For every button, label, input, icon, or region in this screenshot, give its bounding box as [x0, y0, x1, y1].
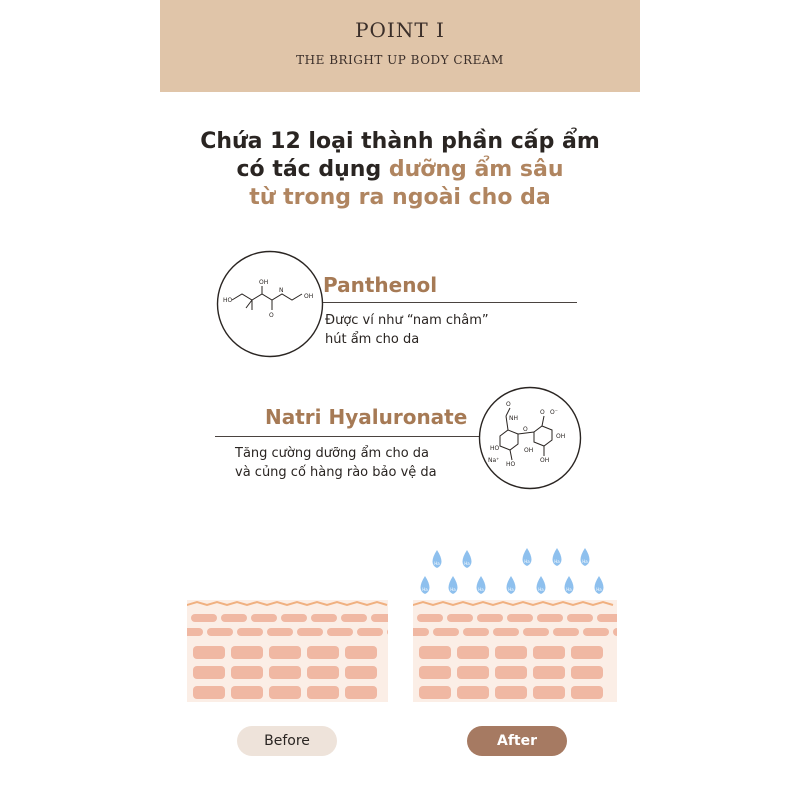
product-subtitle: THE BRIGHT UP BODY CREAM	[296, 53, 504, 67]
drop-label: Ha	[596, 587, 602, 592]
panthenol-structure-icon	[216, 250, 324, 358]
headline-line-2-plain: có tác dụng	[236, 157, 389, 182]
brick	[345, 646, 377, 659]
brick	[281, 614, 307, 622]
brick	[447, 614, 473, 622]
water-drop-icon	[421, 576, 430, 594]
point-header	[160, 0, 640, 92]
brick	[417, 614, 443, 622]
brick	[571, 646, 603, 659]
drop-label: Ha	[554, 559, 560, 564]
ingredient-desc-hyaluronate	[235, 444, 437, 482]
brick	[463, 628, 489, 636]
brick	[495, 646, 527, 659]
brick	[221, 614, 247, 622]
mol-label: HO	[506, 461, 516, 468]
divider	[323, 302, 577, 303]
water-drop-icon	[523, 548, 532, 566]
water-drop-icon	[581, 548, 590, 566]
mol-label: OH	[556, 433, 566, 440]
water-drop-icon	[449, 576, 458, 594]
ingredient-name-hyaluronate: Natri Hyaluronate	[265, 405, 468, 429]
brick	[193, 666, 225, 679]
brick	[251, 614, 277, 622]
brick	[597, 614, 617, 622]
mol-label: Na⁺	[488, 457, 500, 464]
brick	[537, 614, 563, 622]
brick	[307, 666, 339, 679]
brick	[193, 646, 225, 659]
drop-label: Ha	[508, 587, 514, 592]
mol-label: OH	[259, 279, 269, 286]
mol-label: OH	[524, 447, 534, 454]
brick	[269, 646, 301, 659]
ingredient-desc-panthenol	[325, 311, 489, 349]
brick	[231, 646, 263, 659]
desc-line: Được ví như “nam châm”	[325, 313, 489, 328]
drop-label: Ha	[422, 587, 428, 592]
headline-line-1: Chứa 12 loại thành phần cấp ẩm	[200, 129, 600, 154]
mol-label: OH	[304, 293, 314, 300]
ingredient-name-panthenol: Panthenol	[323, 273, 438, 297]
brick	[419, 646, 451, 659]
mol-label: HO	[490, 445, 500, 452]
brick	[495, 666, 527, 679]
brick	[267, 628, 293, 636]
skin-after-illustration	[413, 540, 617, 702]
brick	[307, 686, 339, 699]
desc-line: Tăng cường dưỡng ẩm cho da	[235, 446, 430, 461]
brick	[419, 686, 451, 699]
headline	[160, 128, 640, 212]
brick	[523, 628, 549, 636]
water-drop-icon	[565, 576, 574, 594]
brick	[567, 614, 593, 622]
brick	[457, 646, 489, 659]
headline-line-3: từ trong ra ngoài cho da	[249, 185, 551, 210]
mol-label: O	[523, 426, 528, 433]
water-drop-icon	[463, 550, 472, 568]
after-button[interactable]: After	[467, 726, 567, 756]
desc-line: và củng cố hàng rào bảo vệ da	[235, 465, 437, 480]
brick	[327, 628, 353, 636]
mol-label: O	[506, 401, 511, 408]
hyaluronate-structure-icon	[478, 386, 582, 490]
brick	[231, 686, 263, 699]
brick	[495, 686, 527, 699]
brick	[583, 628, 609, 636]
brick	[187, 628, 203, 636]
brick	[533, 686, 565, 699]
water-drop-icon	[537, 576, 546, 594]
mol-label: OH	[540, 457, 550, 464]
water-drop-icon	[595, 576, 604, 594]
brick	[237, 628, 263, 636]
brick	[345, 686, 377, 699]
product-detail-panel	[160, 0, 640, 800]
mol-label: O⁻	[550, 409, 558, 416]
point-title: POINT I	[355, 18, 445, 42]
brick	[269, 666, 301, 679]
skin-before-illustration	[187, 600, 388, 702]
divider	[215, 436, 480, 437]
brick	[311, 614, 337, 622]
brick	[507, 614, 533, 622]
brick	[345, 666, 377, 679]
brick	[207, 628, 233, 636]
water-drop-icon	[507, 576, 516, 594]
mol-label: NH	[509, 415, 518, 422]
headline-line-2	[160, 156, 640, 184]
brick	[231, 666, 263, 679]
mol-label: O	[269, 312, 274, 319]
brick	[371, 614, 388, 622]
brick	[193, 686, 225, 699]
brick	[191, 614, 217, 622]
drop-label: Ha	[566, 587, 572, 592]
drop-label: Ha	[464, 561, 470, 566]
before-button[interactable]: Before	[237, 726, 337, 756]
headline-line-2-accent: dưỡng ẩm sâu	[388, 157, 564, 182]
brick	[571, 666, 603, 679]
mol-label: N	[279, 287, 284, 294]
drop-label: Ha	[582, 559, 588, 564]
water-drop-icon	[433, 550, 442, 568]
brick	[493, 628, 519, 636]
drop-label: Ha	[524, 559, 530, 564]
drop-label: Ha	[478, 587, 484, 592]
mol-label: HO	[223, 297, 233, 304]
brick	[413, 628, 429, 636]
brick	[433, 628, 459, 636]
brick	[477, 614, 503, 622]
brick	[419, 666, 451, 679]
desc-line: hút ẩm cho da	[325, 332, 420, 347]
brick	[457, 686, 489, 699]
brick	[297, 628, 323, 636]
water-drop-icon	[477, 576, 486, 594]
brick	[269, 686, 301, 699]
brick	[533, 646, 565, 659]
brick	[307, 646, 339, 659]
drop-label: Ha	[538, 587, 544, 592]
brick	[571, 686, 603, 699]
brick	[533, 666, 565, 679]
water-drop-icon	[553, 548, 562, 566]
brick	[553, 628, 579, 636]
mol-label: O	[540, 409, 545, 416]
brick	[357, 628, 383, 636]
drop-label: Ha	[450, 587, 456, 592]
brick	[457, 666, 489, 679]
drop-label: Ha	[434, 561, 440, 566]
brick	[341, 614, 367, 622]
